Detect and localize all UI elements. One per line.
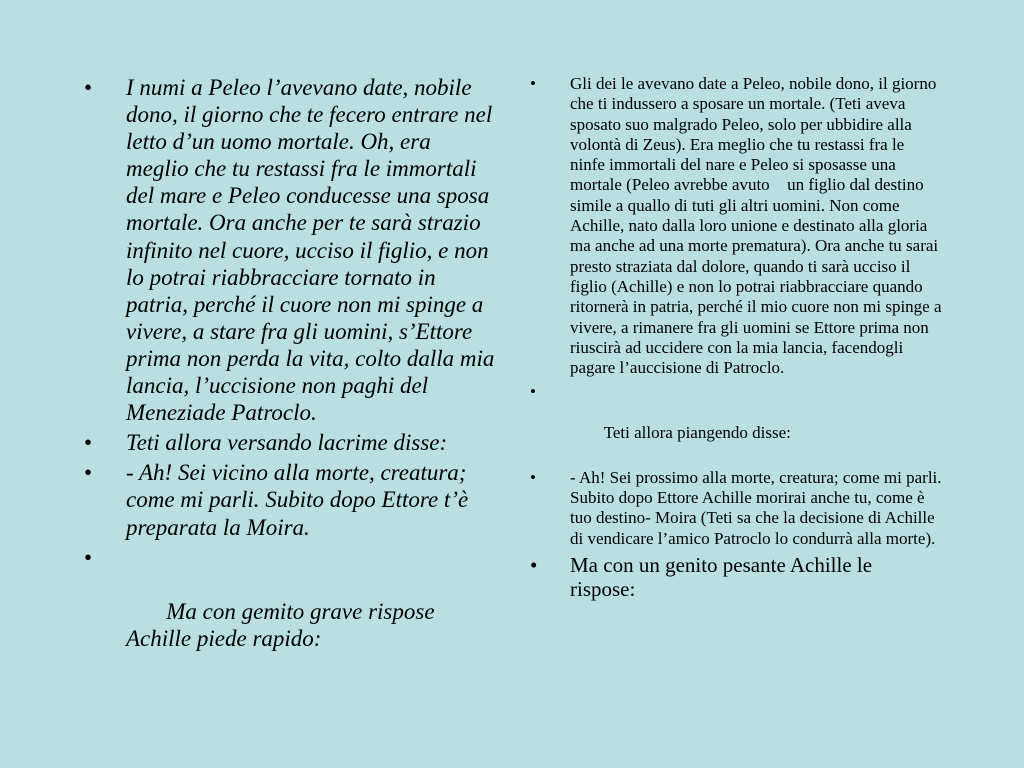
list-item	[530, 382, 942, 463]
list-item	[530, 468, 942, 549]
list-item	[530, 74, 942, 378]
bullet-icon: •	[530, 467, 536, 487]
list-item-text: - Ah! Sei vicino alla morte, creatura; come mi parli. Subito dopo Ettore t’è preparata la Moira.	[126, 460, 469, 540]
bullet-icon: •	[530, 552, 538, 577]
bullet-icon: •	[84, 544, 93, 570]
list-item-text: - Ah! Sei prossimo alla morte, creatura; come mi parli. Subito dopo Ettore Achille morirai anche tu, come è tuo destino- Moira (Teti sa che la decisione di Achille di vendicare l’amico Patroclo lo condurrà alla morte).	[570, 467, 942, 548]
bullet-icon: •	[84, 430, 93, 456]
bullet-icon: •	[530, 382, 536, 402]
bullet-icon: •	[84, 75, 93, 100]
list-item-text: Ma con un genito pesante Achille le rispose:	[570, 552, 873, 601]
list-item-text: I numi a Peleo l’avevano date, nobile dono, il giorno che te fecero entrare nel letto d’un uomo mortale. Oh, era meglio che tu restassi fra le immortali del mare e Peleo conducesse una sposa mortale. Ora anche per te sarà strazio infinito nel cuore, ucciso il figlio, e non lo potrai riabbracciare tornato in patria, perché il cuore non mi spinge a vivere, a stare fra gli uomini, s’Ettore prima non perda la vita, colto dalla mia lancia, l’uccisione non paghi del Meneziade Patroclo.	[126, 75, 495, 426]
list-item-text: Teti allora versando lacrime disse:	[126, 430, 448, 456]
bullet-icon: •	[84, 460, 93, 486]
list-item	[84, 459, 498, 540]
right-column-paraphrase	[530, 74, 942, 604]
list-item	[530, 553, 942, 601]
list-item-text: Teti allora piangendo disse:	[595, 423, 791, 443]
list-item	[84, 544, 498, 679]
bullet-icon: •	[530, 74, 536, 93]
list-item-text: Gli dei le avevano date a Peleo, nobile dono, il giorno che ti indussero a sposare un mortale. (Teti aveva sposato suo malgrado Peleo, solo per ubbidire alla volontà di Zeus). Era meglio che tu restassi fra le ninfe immortali del nare e Peleo si sposasse una mortale (Peleo avrebbe avuto un figlio dal destino simile a quallo di tuti gli altri uomini. Non come Achille, nato dalla loro unione e destinato alla gloria ma anche ad una morte prematura). Ora anche tu sarai presto straziata dal dolore, quando ti sarà ucciso il figlio (Achille) e non lo potrai riabbracciare quando ritornerà in patria, perché il mio cuore non mi spinge a vivere, a rimanere fra gli uomini se Ettore prima non riuscirà ad uccidere con la mia lancia, facendogli pagare l’auccisione di Patroclo.	[570, 74, 942, 378]
list-item	[84, 429, 498, 456]
left-column-original-text	[84, 74, 498, 682]
list-item-text: Ma con gemito grave rispose Achille piede rapido:	[126, 598, 440, 651]
list-item	[84, 74, 498, 426]
